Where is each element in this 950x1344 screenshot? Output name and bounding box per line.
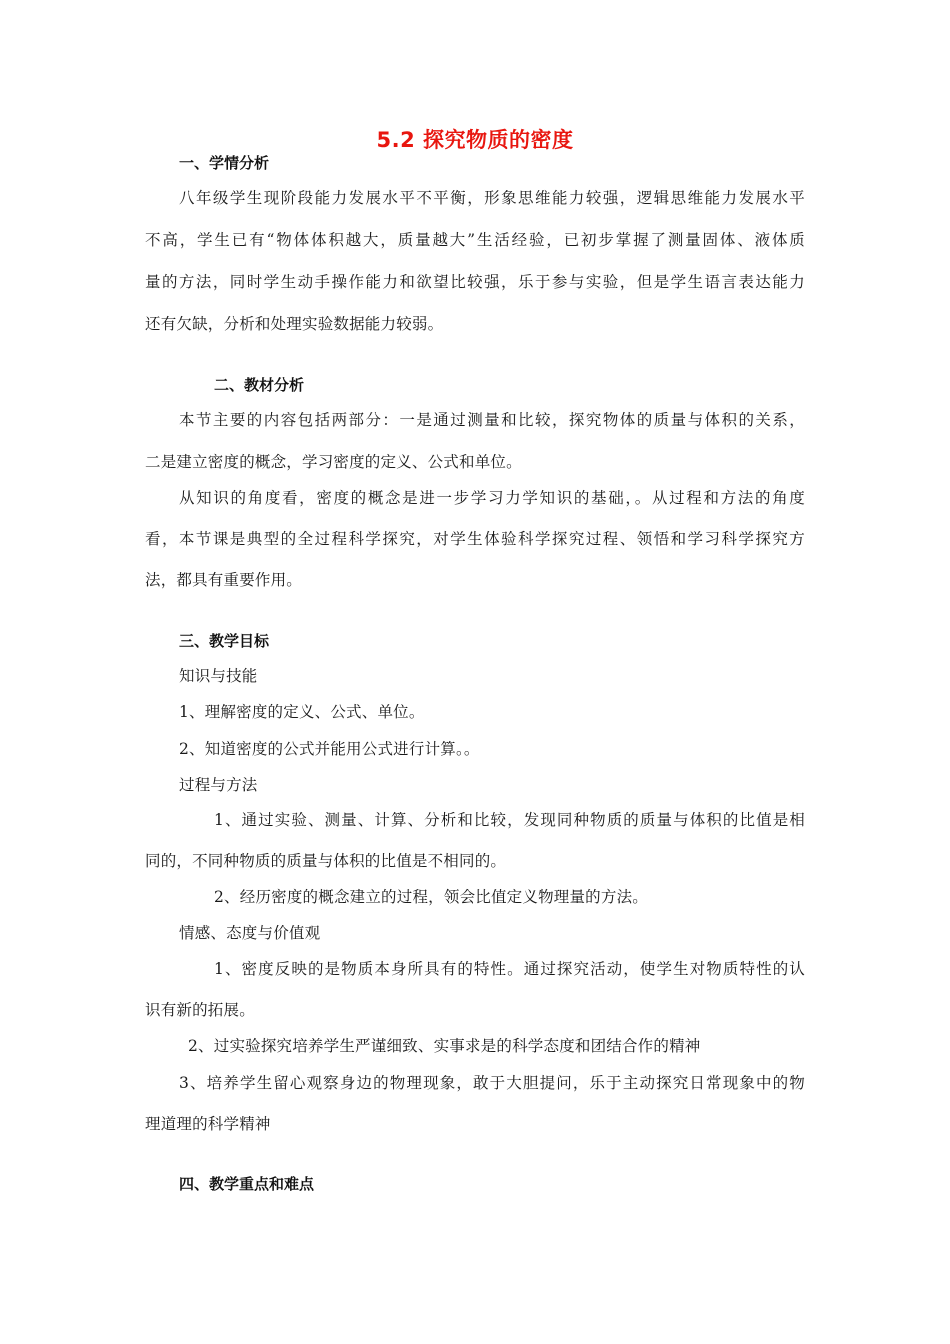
goal-item-continuation: 理道理的科学精神 — [145, 1115, 271, 1133]
goal-item: 1、密度反映的是物质本身所具有的特性。通过探究活动，使学生对物质特性的认 — [214, 960, 805, 978]
paragraph-line: 量的方法，同时学生动手操作能力和欲望比较强，乐于参与实验，但是学生语言表达能力 — [145, 273, 805, 291]
paragraph-line: 法，都具有重要作用。 — [145, 571, 303, 589]
goal-item: 1、理解密度的定义、公式、单位。 — [179, 703, 425, 721]
goal-item: 2、经历密度的概念建立的过程，领会比值定义物理量的方法。 — [214, 888, 648, 906]
goal-item: 1、通过实验、测量、计算、分析和比较，发现同种物质的质量与体积的比值是相 — [214, 811, 805, 829]
goal-item: 3、培养学生留心观察身边的物理现象，敢于大胆提问，乐于主动探究日常现象中的物 — [179, 1074, 805, 1092]
paragraph-line: 本节主要的内容包括两部分：一是通过测量和比较，探究物体的质量与体积的关系， — [179, 411, 805, 429]
section-heading-learning-analysis: 一、学情分析 — [179, 154, 270, 172]
paragraph-line: 不高，学生已有“物体体积越大，质量越大”生活经验，已初步掌握了测量固体、液体质 — [145, 231, 805, 249]
paragraph-line: 还有欠缺，分析和处理实验数据能力较弱。 — [145, 315, 444, 333]
goal-item: 2、知道密度的公式并能用公式进行计算。。 — [179, 740, 480, 758]
goal-item-continuation: 同的，不同种物质的质量与体积的比值是不相同的。 — [145, 852, 507, 870]
paragraph-line: 二是建立密度的概念，学习密度的定义、公式和单位。 — [145, 453, 522, 471]
paragraph-line: 八年级学生现阶段能力发展水平不平衡，形象思维能力较强，逻辑思维能力发展水平 — [179, 189, 805, 207]
paragraph-line: 看，本节课是典型的全过程科学探究，对学生体验科学探究过程、领悟和学习科学探究方 — [145, 530, 805, 548]
subheading-knowledge-skills: 知识与技能 — [179, 667, 258, 685]
paragraph-line: 从知识的角度看，密度的概念是进一步学习力学知识的基础，。从过程和方法的角度 — [179, 489, 805, 507]
subheading-emotion-values: 情感、态度与价值观 — [179, 924, 321, 942]
goal-item: 2、过实验探究培养学生严谨细致、实事求是的科学态度和团结合作的精神 — [188, 1037, 701, 1055]
goal-item-continuation: 识有新的拓展。 — [145, 1001, 255, 1019]
section-heading-key-points: 四、教学重点和难点 — [179, 1175, 315, 1193]
subheading-process-methods: 过程与方法 — [179, 776, 258, 794]
section-heading-teaching-goals: 三、教学目标 — [179, 632, 270, 650]
document-title: 5.2 探究物质的密度 — [376, 128, 574, 152]
section-heading-textbook-analysis: 二、教材分析 — [214, 376, 305, 394]
